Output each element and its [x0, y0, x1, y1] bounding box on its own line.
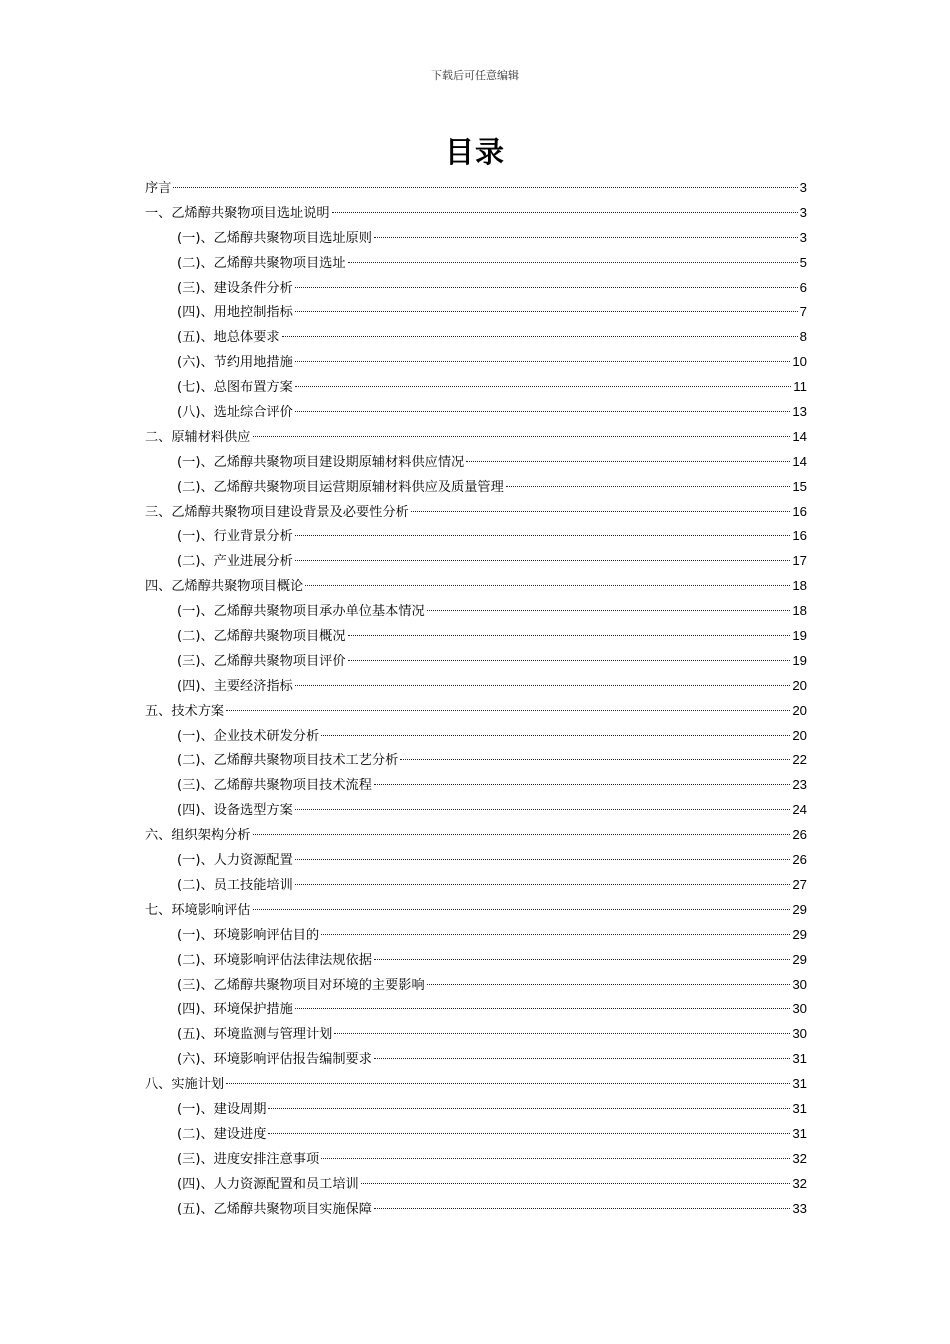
toc-dot-leader	[321, 934, 790, 935]
toc-dot-leader	[321, 735, 790, 736]
toc-entry-page-number: 11	[793, 379, 807, 395]
toc-entry-page-number: 19	[792, 652, 807, 668]
toc-entry[interactable]	[145, 798, 807, 823]
toc-dot-leader	[295, 859, 791, 860]
toc-entry-page-number: 31	[792, 1076, 807, 1092]
toc-entry[interactable]	[145, 873, 807, 898]
toc-dot-leader	[226, 710, 790, 711]
toc-entry[interactable]	[145, 649, 807, 674]
toc-entry-label: (二)、员工技能培训	[177, 877, 293, 893]
toc-entry-label: (四)、主要经济指标	[177, 678, 293, 694]
toc-entry[interactable]	[145, 848, 807, 873]
toc-entry-label: (一)、建设周期	[177, 1101, 267, 1117]
toc-entry[interactable]	[145, 773, 807, 798]
table-of-contents	[145, 176, 807, 1221]
toc-entry-label: 一、乙烯醇共聚物项目选址说明	[145, 205, 330, 221]
toc-entry-label: (四)、环境保护措施	[177, 1002, 293, 1018]
toc-entry[interactable]	[145, 325, 807, 350]
toc-entry[interactable]	[145, 699, 807, 724]
toc-entry-label: (五)、地总体要求	[177, 330, 280, 346]
toc-dot-leader	[295, 287, 798, 288]
toc-dot-leader	[295, 809, 791, 810]
toc-entry-label: (八)、选址综合评价	[177, 405, 293, 421]
toc-entry[interactable]	[145, 450, 807, 475]
toc-entry-label: (一)、乙烯醇共聚物项目选址原则	[177, 230, 372, 246]
toc-dot-leader	[295, 1008, 791, 1009]
toc-entry[interactable]	[145, 973, 807, 998]
toc-entry-page-number: 29	[792, 951, 807, 967]
toc-entry-label: 三、乙烯醇共聚物项目建设背景及必要性分析	[145, 504, 409, 520]
toc-entry-label: (一)、行业背景分析	[177, 529, 293, 545]
toc-entry-label: (二)、乙烯醇共聚物项目概况	[177, 629, 346, 645]
toc-entry-page-number: 16	[792, 528, 807, 544]
toc-entry-page-number: 18	[792, 578, 807, 594]
toc-entry-page-number: 26	[792, 827, 807, 843]
toc-entry[interactable]	[145, 1122, 807, 1147]
toc-dot-leader	[282, 336, 798, 337]
toc-entry-label: (六)、节约用地措施	[177, 355, 293, 371]
toc-entry[interactable]	[145, 1097, 807, 1122]
toc-dot-leader	[374, 959, 790, 960]
toc-entry[interactable]	[145, 923, 807, 948]
toc-entry-page-number: 27	[792, 876, 807, 892]
toc-entry-label: (一)、企业技术研发分析	[177, 728, 320, 744]
toc-entry-page-number: 3	[799, 204, 807, 220]
toc-dot-leader	[332, 212, 798, 213]
toc-dot-leader	[295, 361, 791, 362]
toc-entry[interactable]	[145, 997, 807, 1022]
toc-dot-leader	[466, 461, 790, 462]
toc-dot-leader	[348, 660, 791, 661]
toc-entry-label: (三)、乙烯醇共聚物项目对环境的主要影响	[177, 977, 425, 993]
toc-entry[interactable]	[145, 1197, 807, 1222]
toc-dot-leader	[173, 187, 797, 188]
toc-entry-page-number: 29	[792, 901, 807, 917]
toc-entry[interactable]	[145, 475, 807, 500]
toc-entry-label: 八、实施计划	[145, 1077, 225, 1093]
toc-entry-label: 六、组织架构分析	[145, 828, 251, 844]
toc-entry[interactable]	[145, 1022, 807, 1047]
toc-entry-label: 五、技术方案	[145, 703, 225, 719]
toc-title: 目录	[444, 135, 505, 169]
toc-dot-leader	[295, 560, 791, 561]
toc-entry-label: (一)、人力资源配置	[177, 853, 293, 869]
toc-entry[interactable]	[145, 524, 807, 549]
toc-entry-page-number: 20	[792, 677, 807, 693]
toc-entry[interactable]	[145, 599, 807, 624]
toc-entry-page-number: 33	[792, 1200, 807, 1216]
toc-dot-leader	[427, 984, 791, 985]
toc-entry[interactable]	[145, 400, 807, 425]
toc-entry-page-number: 24	[792, 802, 807, 818]
toc-dot-leader	[374, 237, 798, 238]
toc-entry-label: (一)、乙烯醇共聚物项目承办单位基本情况	[177, 604, 425, 620]
toc-entry-page-number: 31	[792, 1125, 807, 1141]
toc-entry[interactable]	[145, 350, 807, 375]
toc-entry[interactable]	[145, 724, 807, 749]
toc-entry-page-number: 30	[792, 1026, 807, 1042]
toc-dot-leader	[295, 884, 791, 885]
toc-entry[interactable]	[145, 226, 807, 251]
toc-entry[interactable]	[145, 375, 807, 400]
toc-entry-page-number: 29	[792, 926, 807, 942]
toc-entry-page-number: 15	[792, 478, 807, 494]
toc-dot-leader	[348, 635, 791, 636]
toc-dot-leader	[361, 1183, 791, 1184]
toc-entry-page-number: 26	[792, 852, 807, 868]
toc-dot-leader	[348, 262, 798, 263]
toc-dot-leader	[268, 1133, 790, 1134]
toc-entry[interactable]	[145, 176, 807, 201]
toc-entry-page-number: 18	[792, 603, 807, 619]
toc-entry-label: (三)、乙烯醇共聚物项目评价	[177, 653, 346, 669]
toc-dot-leader	[427, 610, 791, 611]
toc-entry[interactable]	[145, 201, 807, 226]
toc-entry-page-number: 30	[792, 976, 807, 992]
toc-entry-label: (六)、环境影响评估报告编制要求	[177, 1052, 372, 1068]
toc-dot-leader	[411, 511, 791, 512]
toc-entry[interactable]	[145, 425, 807, 450]
toc-entry-page-number: 31	[792, 1051, 807, 1067]
toc-entry[interactable]	[145, 500, 807, 525]
toc-entry-page-number: 17	[792, 553, 807, 569]
toc-dot-leader	[295, 311, 798, 312]
toc-entry-page-number: 19	[792, 628, 807, 644]
toc-entry-page-number: 32	[792, 1150, 807, 1166]
toc-entry[interactable]	[145, 1047, 807, 1072]
toc-entry-label: (三)、建设条件分析	[177, 280, 293, 296]
toc-entry-label: (二)、产业进展分析	[177, 554, 293, 570]
toc-dot-leader	[321, 1158, 790, 1159]
toc-entry[interactable]	[145, 674, 807, 699]
toc-entry-label: (二)、环境影响评估法律法规依据	[177, 952, 372, 968]
toc-entry[interactable]	[145, 574, 807, 599]
toc-entry[interactable]	[145, 748, 807, 773]
toc-entry-label: (一)、环境影响评估目的	[177, 927, 320, 943]
toc-entry-page-number: 22	[792, 752, 807, 768]
toc-entry-page-number: 5	[799, 254, 807, 270]
toc-entry[interactable]	[145, 948, 807, 973]
toc-entry-label: 七、环境影响评估	[145, 902, 251, 918]
toc-dot-leader	[253, 909, 791, 910]
toc-entry-page-number: 30	[792, 1001, 807, 1017]
toc-dot-leader	[334, 1033, 790, 1034]
toc-entry-label: (二)、乙烯醇共聚物项目选址	[177, 255, 346, 271]
toc-entry[interactable]	[145, 1072, 807, 1097]
toc-dot-leader	[295, 685, 791, 686]
toc-entry[interactable]	[145, 276, 807, 301]
toc-dot-leader	[295, 535, 791, 536]
toc-entry-page-number: 13	[792, 404, 807, 420]
toc-dot-leader	[374, 784, 790, 785]
toc-entry[interactable]	[145, 1172, 807, 1197]
toc-dot-leader	[268, 1108, 790, 1109]
toc-dot-leader	[305, 585, 790, 586]
toc-entry-label: (四)、设备选型方案	[177, 803, 293, 819]
toc-entry-page-number: 7	[799, 304, 807, 320]
toc-entry-label: (五)、环境监测与管理计划	[177, 1027, 333, 1043]
toc-entry-label: (一)、乙烯醇共聚物项目建设期原辅材料供应情况	[177, 454, 465, 470]
toc-entry-page-number: 20	[792, 727, 807, 743]
toc-entry[interactable]	[145, 624, 807, 649]
toc-dot-leader	[374, 1208, 790, 1209]
toc-entry-label: (二)、建设进度	[177, 1126, 267, 1142]
toc-entry-label: (三)、进度安排注意事项	[177, 1151, 320, 1167]
toc-entry-label: (五)、乙烯醇共聚物项目实施保障	[177, 1201, 372, 1217]
toc-entry[interactable]	[145, 251, 807, 276]
toc-dot-leader	[295, 411, 791, 412]
toc-dot-leader	[253, 834, 791, 835]
toc-dot-leader	[506, 486, 791, 487]
toc-entry-page-number: 10	[792, 354, 807, 370]
toc-entry-page-number: 20	[792, 702, 807, 718]
toc-dot-leader	[226, 1083, 790, 1084]
toc-entry-page-number: 14	[792, 428, 807, 444]
toc-entry-label: (四)、人力资源配置和员工培训	[177, 1176, 359, 1192]
toc-entry[interactable]	[145, 300, 807, 325]
toc-entry-label: (七)、总图布置方案	[177, 380, 293, 396]
toc-entry-label: (二)、乙烯醇共聚物项目技术工艺分析	[177, 753, 399, 769]
header-note: 下载后可任意编辑	[431, 69, 519, 82]
toc-entry-page-number: 32	[792, 1175, 807, 1191]
toc-entry-label: 四、乙烯醇共聚物项目概论	[145, 579, 304, 595]
toc-entry[interactable]	[145, 549, 807, 574]
toc-dot-leader	[374, 1058, 790, 1059]
toc-entry-page-number: 16	[792, 503, 807, 519]
toc-entry-page-number: 3	[799, 229, 807, 245]
toc-entry-label: 二、原辅材料供应	[145, 429, 251, 445]
toc-entry[interactable]	[145, 823, 807, 848]
toc-entry-page-number: 6	[799, 279, 807, 295]
toc-dot-leader	[295, 386, 792, 387]
toc-entry[interactable]	[145, 898, 807, 923]
toc-entry-page-number: 8	[799, 329, 807, 345]
toc-entry-page-number: 31	[792, 1100, 807, 1116]
toc-entry-page-number: 3	[799, 180, 807, 195]
toc-dot-leader	[400, 759, 790, 760]
toc-dot-leader	[253, 436, 791, 437]
toc-entry-label: (四)、用地控制指标	[177, 305, 293, 321]
toc-entry[interactable]	[145, 1147, 807, 1172]
toc-entry-page-number: 14	[792, 453, 807, 469]
toc-entry-label: (二)、乙烯醇共聚物项目运营期原辅材料供应及质量管理	[177, 479, 504, 495]
toc-entry-label: (三)、乙烯醇共聚物项目技术流程	[177, 778, 372, 794]
toc-entry-label: 序言	[145, 181, 172, 196]
toc-entry-page-number: 23	[792, 777, 807, 793]
